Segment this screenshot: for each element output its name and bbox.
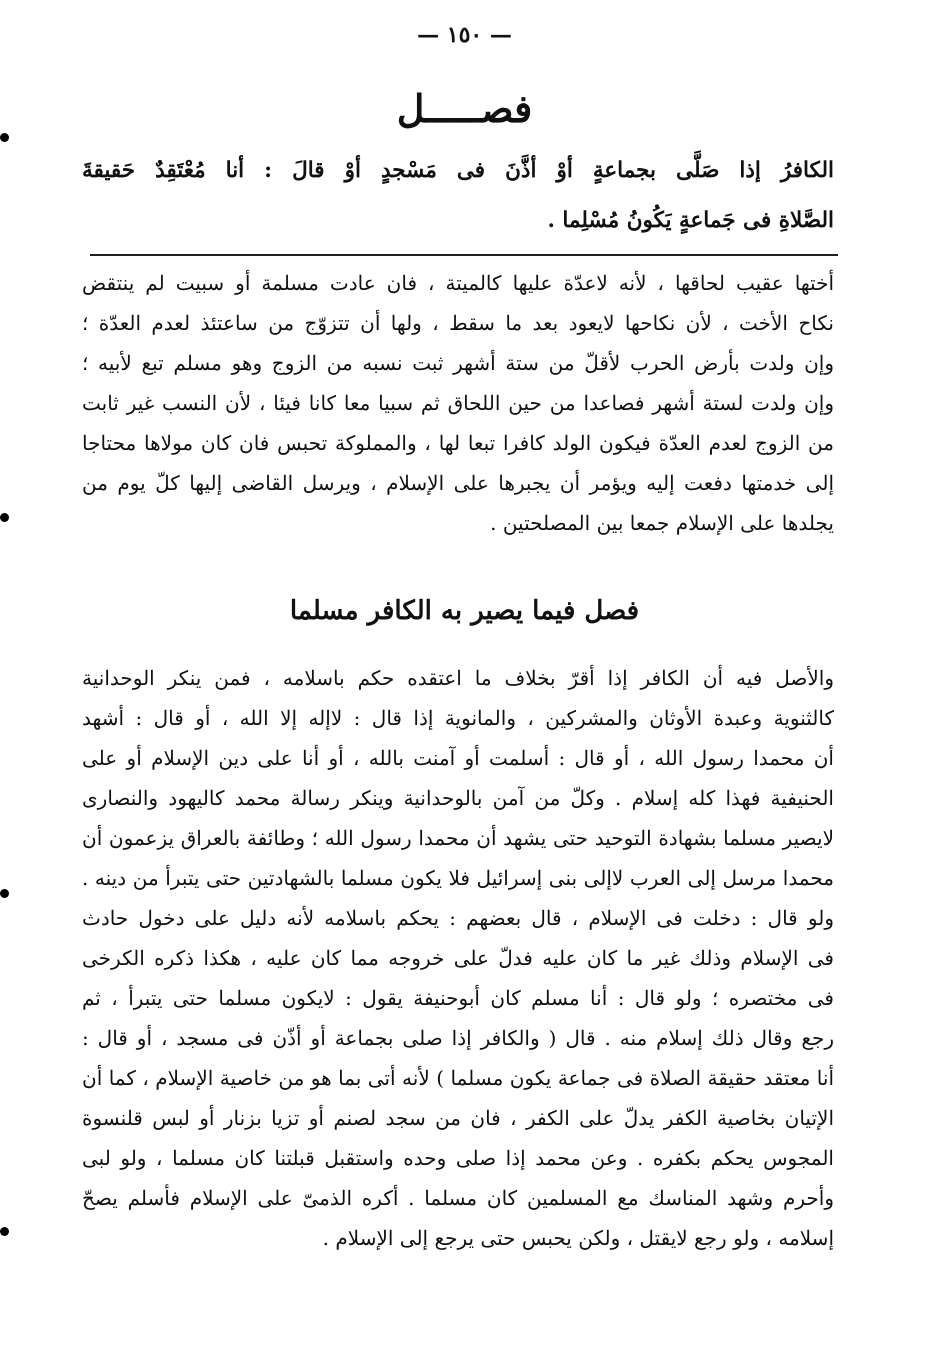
page-number: — ١٥٠ — xyxy=(417,22,512,48)
margin-mark xyxy=(0,513,9,522)
commentary-line: وأحرم وشهد المناسك مع المسلمين كان مسلما . أكره الذمىّ على الإسلام فأسلم يصحّ xyxy=(82,1186,834,1210)
commentary-line: من الزوج لعدم العدّة فيكون الولد كافرا تبعا لها ، والمملوكة تحبس فان كان مولاها محتاجا xyxy=(82,431,834,455)
commentary-line: الحنيفية فهذا كله إسلام . وكلّ من آمن بالوحدانية وينكر رسالة محمد كاليهود والنصارى xyxy=(82,786,834,810)
commentary-line: لايصير مسلما بشهادة التوحيد حتى يشهد أن محمدا رسول الله ؛ وطائفة بالعراق يزعمون أن xyxy=(82,826,834,850)
commentary-line: رجع وقال ذلك إسلام منه . قال ( والكافر إذا صلى بجماعة أو أذّن فى مسجد ، أو قال : xyxy=(82,1026,834,1050)
margin-mark xyxy=(0,889,9,898)
commentary-line: ولو قال : دخلت فى الإسلام ، قال بعضهم : يحكم باسلامه لأنه دليل على دخول حادث xyxy=(82,906,834,930)
separator-rule xyxy=(90,254,838,256)
commentary-line: الإتيان بخاصية الكفر يدلّ على الكفر ، فان من سجد لصنم أو تزيا بزنار أو لبس قلنسوة xyxy=(82,1106,834,1130)
commentary-line: محمدا مرسل إلى العرب لاإلى بنى إسرائيل فلا يكون مسلما بالشهادتين حتى يتبرأ من دينه . xyxy=(82,866,834,890)
commentary-line: نكاح الأخت ، لأن نكاحها لايعود بعد ما سقط ، ولها أن تتزوّج من ساعتئذ لعدم العدّة ؛ xyxy=(82,311,834,335)
commentary-line: إلى خدمتها دفعت إليه ويؤمر أن يجبرها على الإسلام ، ويرسل القاضى إليها كلّ يوم من xyxy=(82,471,834,495)
commentary-line: وإن ولدت لستة أشهر فصاعدا من حين اللحاق ثم سبيا معا كانا فيئا ، لأن النسب غير ثابت xyxy=(82,391,834,415)
commentary-block-2 xyxy=(82,658,834,1258)
commentary-line: والأصل فيه أن الكافر إذا أقرّ بخلاف ما اعتقده حكم باسلامه ، فمن ينكر الوحدانية xyxy=(82,666,834,690)
commentary-line: فى الإسلام وذلك غير ما كان عليه فدلّ على خروجه مما كان عليه ، هكذا ذكره الكرخى xyxy=(82,946,834,970)
commentary-line: إسلامه ، ولو رجع لايقتل ، ولكن يحبس حتى يرجع إلى الإسلام . xyxy=(322,1226,834,1250)
commentary-line: المجوس يحكم بكفره . وعن محمد إذا صلى وحده واستقبل قبلتنا كان مسلما ، ولو لبى xyxy=(82,1146,834,1170)
commentary-line: أن محمدا رسول الله ، أو قال : أسلمت أو آمنت بالله ، أو أنا على دين الإسلام أو على xyxy=(82,746,834,770)
margin-mark xyxy=(0,133,9,142)
commentary-line: كالثنوية وعبدة الأوثان والمشركين ، والمانوية إذا قال : لاإله إلا الله ، أو قال : أشهد xyxy=(82,706,834,730)
matn-text xyxy=(82,146,834,246)
chapter-heading: فصل فيما يصير به الكافر مسلما xyxy=(289,596,640,626)
section-title: فصـــــل xyxy=(396,86,533,131)
commentary-block-1 xyxy=(82,263,834,543)
matn-line: الكافرُ إذا صَلَّى بجماعةٍ أوْ أذَّنَ فى مَسْجدٍ أوْ قالَ : أنا مُعْتَقِدٌ حَقيقةَ xyxy=(82,158,834,183)
commentary-line: فى مختصره ؛ ولو قال : أنا مسلم كان أبوحنيفة يقول : لايكون مسلما حتى يتبرأ ، ثم xyxy=(82,986,834,1010)
matn-line: الصَّلاةِ فى جَماعةٍ يَكُونُ مُسْلِما . xyxy=(547,208,834,233)
commentary-line: أنا معتقد حقيقة الصلاة فى جماعة يكون مسلما ) لأنه أتى بما هو من خاصية الإسلام ، كما أن xyxy=(82,1066,834,1090)
commentary-line: يجلدها على الإسلام جمعا بين المصلحتين . xyxy=(490,511,834,535)
commentary-line: أختها عقيب لحاقها ، لأنه لاعدّة عليها كالميتة ، فان عادت مسلمة أو سبيت لم ينتقض xyxy=(82,271,834,295)
commentary-line: وإن ولدت بأرض الحرب لأقلّ من ستة أشهر ثبت نسبه من الزوج وهو مسلم تبع لأبيه ؛ xyxy=(82,351,834,375)
margin-mark xyxy=(0,1227,9,1236)
